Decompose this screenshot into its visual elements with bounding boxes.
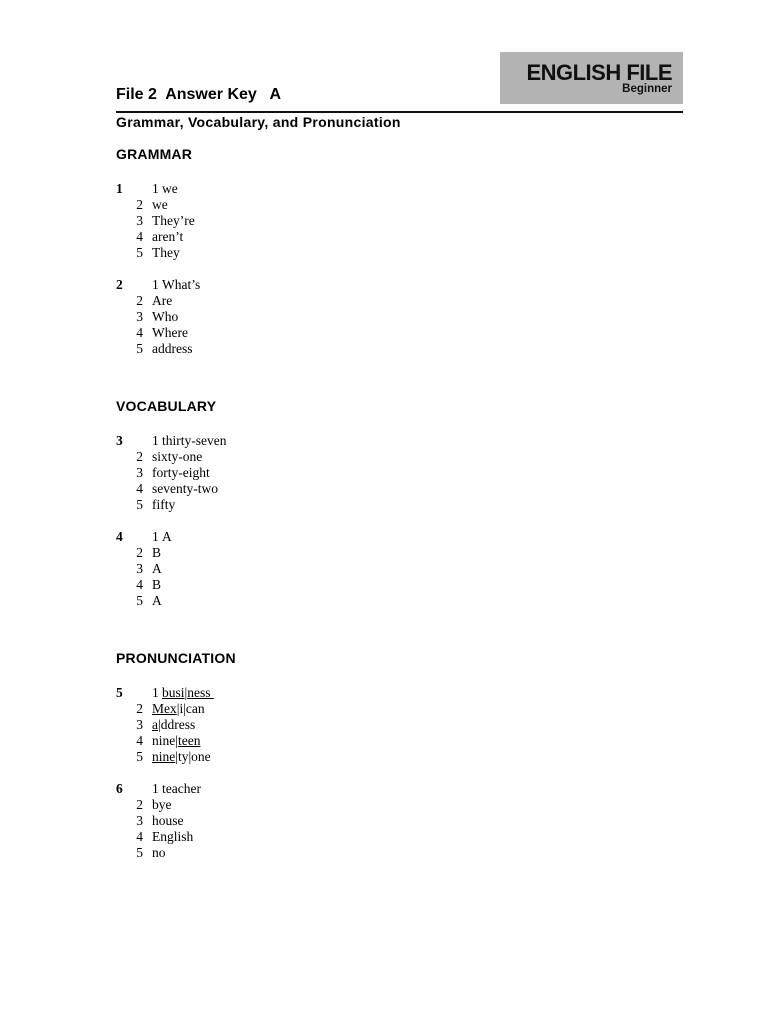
answer-text xyxy=(152,717,195,733)
syllable: | xyxy=(184,685,188,700)
item-number: 5 xyxy=(136,845,143,860)
item-number: 2 xyxy=(136,701,143,716)
english-file-logo xyxy=(500,52,683,104)
syllable: |ty|one xyxy=(175,749,211,764)
stressed-syllable: nine xyxy=(152,749,176,764)
item-number: 5 xyxy=(136,749,143,764)
stressed-syllable: teen xyxy=(177,733,201,748)
item-number: 1 xyxy=(152,433,159,448)
item-number: 1 xyxy=(152,685,159,700)
brand-level: Beginner xyxy=(622,83,672,95)
item-number: 2 xyxy=(136,449,143,464)
exercise-number: 1 xyxy=(116,181,123,196)
item-number: 3 xyxy=(136,213,143,228)
answer-text xyxy=(152,701,205,717)
item-number: 5 xyxy=(136,497,143,512)
item-number: 4 xyxy=(136,733,143,748)
answer-text: A xyxy=(152,593,162,608)
item-number: 4 xyxy=(136,481,143,496)
item-number: 2 xyxy=(136,197,143,212)
answer-text: Who xyxy=(152,309,179,324)
syllable: |i|can xyxy=(176,701,205,716)
answer-text xyxy=(162,685,214,701)
stressed-syllable: a xyxy=(152,717,158,732)
item-number: 1 xyxy=(152,277,159,292)
stressed-syllable: Mex xyxy=(152,701,177,716)
item-number: 5 xyxy=(136,593,143,608)
answer-text: forty-eight xyxy=(152,465,210,480)
answer-text: They’re xyxy=(152,213,195,228)
item-number: 3 xyxy=(136,813,143,828)
syllable: |ddress xyxy=(158,717,196,732)
answer-text: address xyxy=(152,341,193,356)
answer-text: English xyxy=(152,829,194,844)
item-number: 4 xyxy=(136,325,143,340)
brand-name: ENGLISH FILE xyxy=(526,60,672,85)
header-divider xyxy=(116,111,683,113)
item-number: 3 xyxy=(136,717,143,732)
answer-text: A xyxy=(152,561,162,576)
answer-text: bye xyxy=(152,797,172,812)
stressed-syllable: busi xyxy=(162,685,185,700)
section-heading-pronunciation: PRONUNCIATION xyxy=(116,650,236,666)
item-number: 2 xyxy=(136,545,143,560)
item-number: 4 xyxy=(136,577,143,592)
exercise-number: 6 xyxy=(116,781,123,796)
exercise-number: 5 xyxy=(116,685,123,700)
item-number: 4 xyxy=(136,229,143,244)
answer-text: What’s xyxy=(162,277,201,292)
section-heading-vocabulary: VOCABULARY xyxy=(116,398,217,414)
stressed-syllable: ness xyxy=(187,685,214,700)
page-subtitle: Grammar, Vocabulary, and Pronunciation xyxy=(116,114,401,130)
answer-text: no xyxy=(152,845,166,860)
exercise-number: 2 xyxy=(116,277,123,292)
answer-text: They xyxy=(152,245,180,260)
answer-text: A xyxy=(162,529,172,544)
item-number: 3 xyxy=(136,561,143,576)
answer-text: seventy-two xyxy=(152,481,218,496)
answer-text xyxy=(152,749,211,765)
page-title: File 2 Answer Key A xyxy=(116,86,282,103)
answer-text: Are xyxy=(152,293,173,308)
answer-text: thirty-seven xyxy=(162,433,227,448)
item-number: 2 xyxy=(136,797,143,812)
answer-text: B xyxy=(152,577,162,592)
item-number: 1 xyxy=(152,529,159,544)
item-number: 5 xyxy=(136,341,143,356)
answer-text: fifty xyxy=(152,497,176,512)
answer-text: B xyxy=(152,545,162,560)
item-number: 3 xyxy=(136,465,143,480)
section-heading-grammar: GRAMMAR xyxy=(116,146,193,162)
item-number: 5 xyxy=(136,245,143,260)
answer-text: we xyxy=(162,181,178,196)
answer-text: sixty-one xyxy=(152,449,203,464)
answer-text xyxy=(152,733,200,749)
item-number: 1 xyxy=(152,781,159,796)
item-number: 3 xyxy=(136,309,143,324)
answer-text: we xyxy=(152,197,168,212)
syllable: nine| xyxy=(152,733,178,748)
answer-text: teacher xyxy=(162,781,201,796)
answer-text: Where xyxy=(152,325,188,340)
item-number: 4 xyxy=(136,829,143,844)
answer-text: house xyxy=(152,813,184,828)
item-number: 1 xyxy=(152,181,159,196)
exercise-number: 3 xyxy=(116,433,123,448)
answer-text: aren’t xyxy=(152,229,184,244)
item-number: 2 xyxy=(136,293,143,308)
exercise-number: 4 xyxy=(116,529,123,544)
